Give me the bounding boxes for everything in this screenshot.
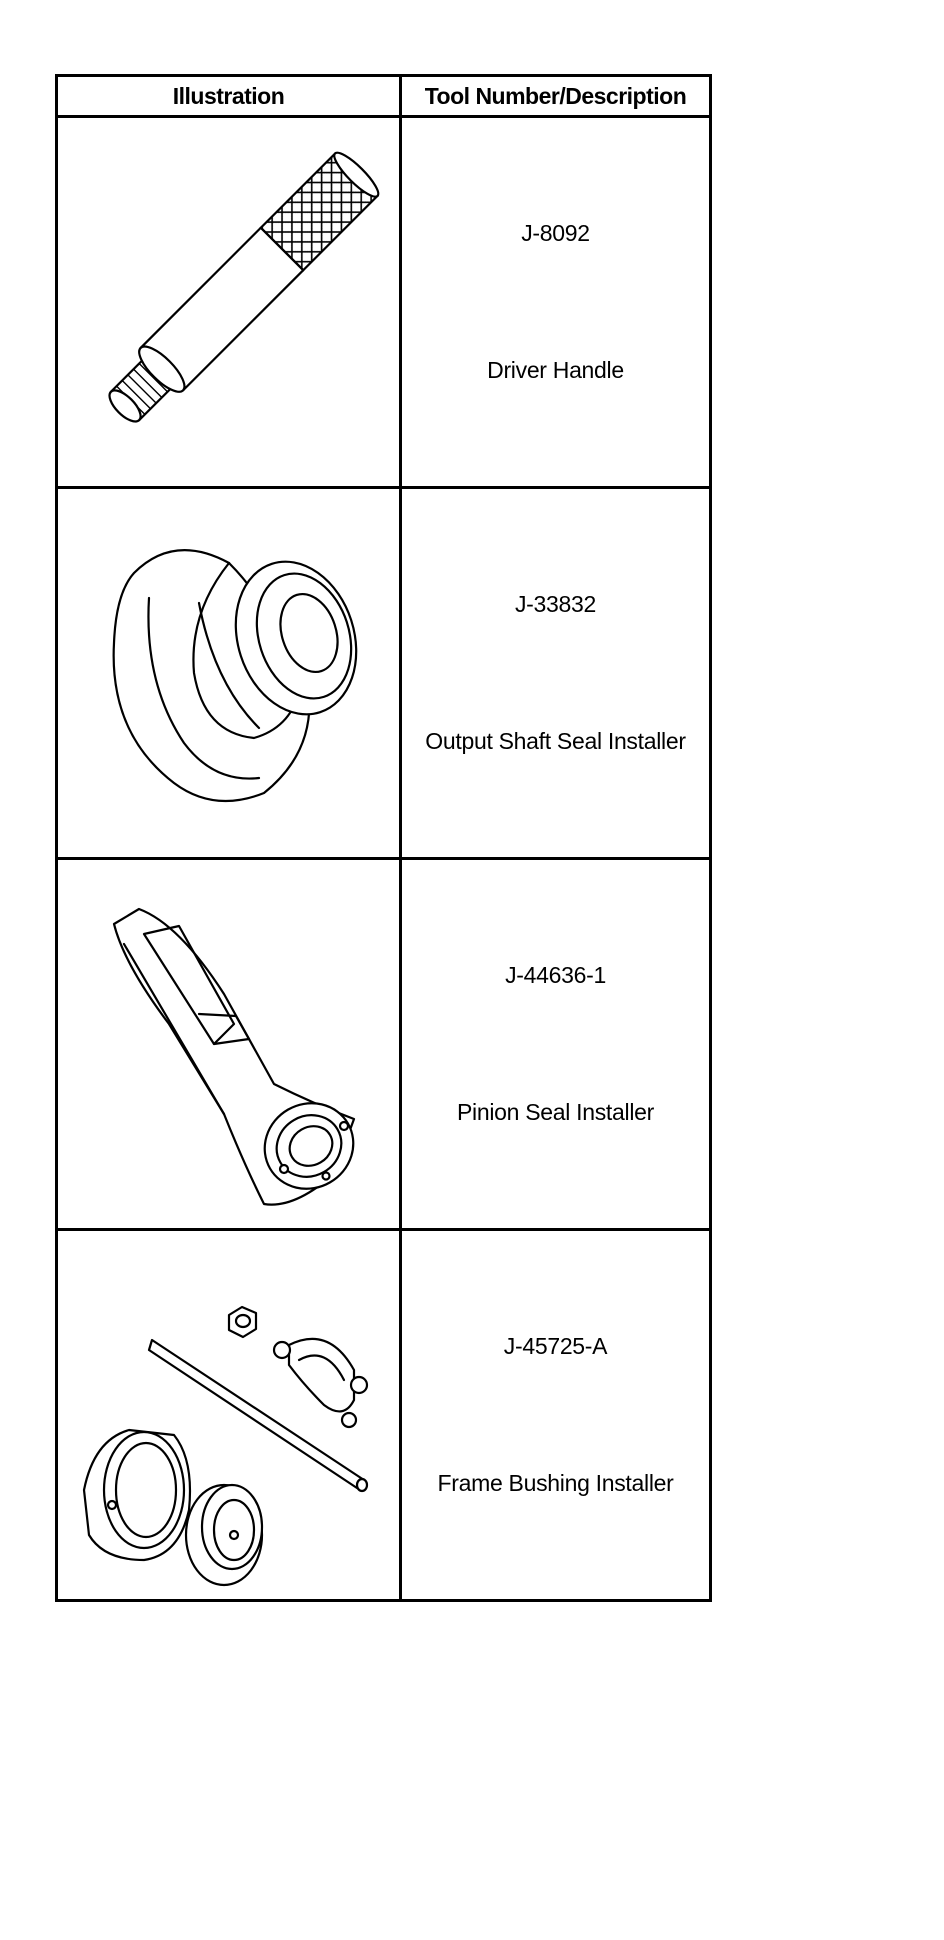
- pinion-seal-installer-illustration: [64, 864, 394, 1224]
- tool-description: Output Shaft Seal Installer: [425, 728, 686, 754]
- description-cell: [401, 117, 711, 488]
- tool-description: Pinion Seal Installer: [457, 1099, 654, 1125]
- illustration-cell: [57, 117, 401, 488]
- description-cell: [401, 488, 711, 859]
- illustration-cell: [57, 1230, 401, 1601]
- table-header-row: [57, 76, 711, 117]
- description-cell: [401, 1230, 711, 1601]
- illustration-column-header: Illustration: [57, 76, 401, 117]
- driver-handle-illustration: [64, 122, 394, 482]
- tool-number: J-8092: [521, 220, 590, 246]
- tool-description: Frame Bushing Installer: [437, 1470, 674, 1496]
- output-shaft-seal-installer-illustration: [64, 493, 394, 853]
- tool-number: J-33832: [514, 591, 597, 617]
- table-row: [57, 1230, 711, 1601]
- description-cell: [401, 859, 711, 1230]
- illustration-cell: [57, 488, 401, 859]
- tool-description: Driver Handle: [487, 357, 624, 383]
- tool-number: J-45725-A: [503, 1333, 608, 1359]
- special-tools-table: [55, 74, 712, 1602]
- table-row: [57, 488, 711, 859]
- frame-bushing-installer-illustration: [64, 1235, 394, 1595]
- tool-number: J-44636-1: [505, 962, 606, 988]
- description-column-header: Tool Number/Description: [401, 76, 711, 117]
- table-row: [57, 117, 711, 488]
- illustration-cell: [57, 859, 401, 1230]
- table-row: [57, 859, 711, 1230]
